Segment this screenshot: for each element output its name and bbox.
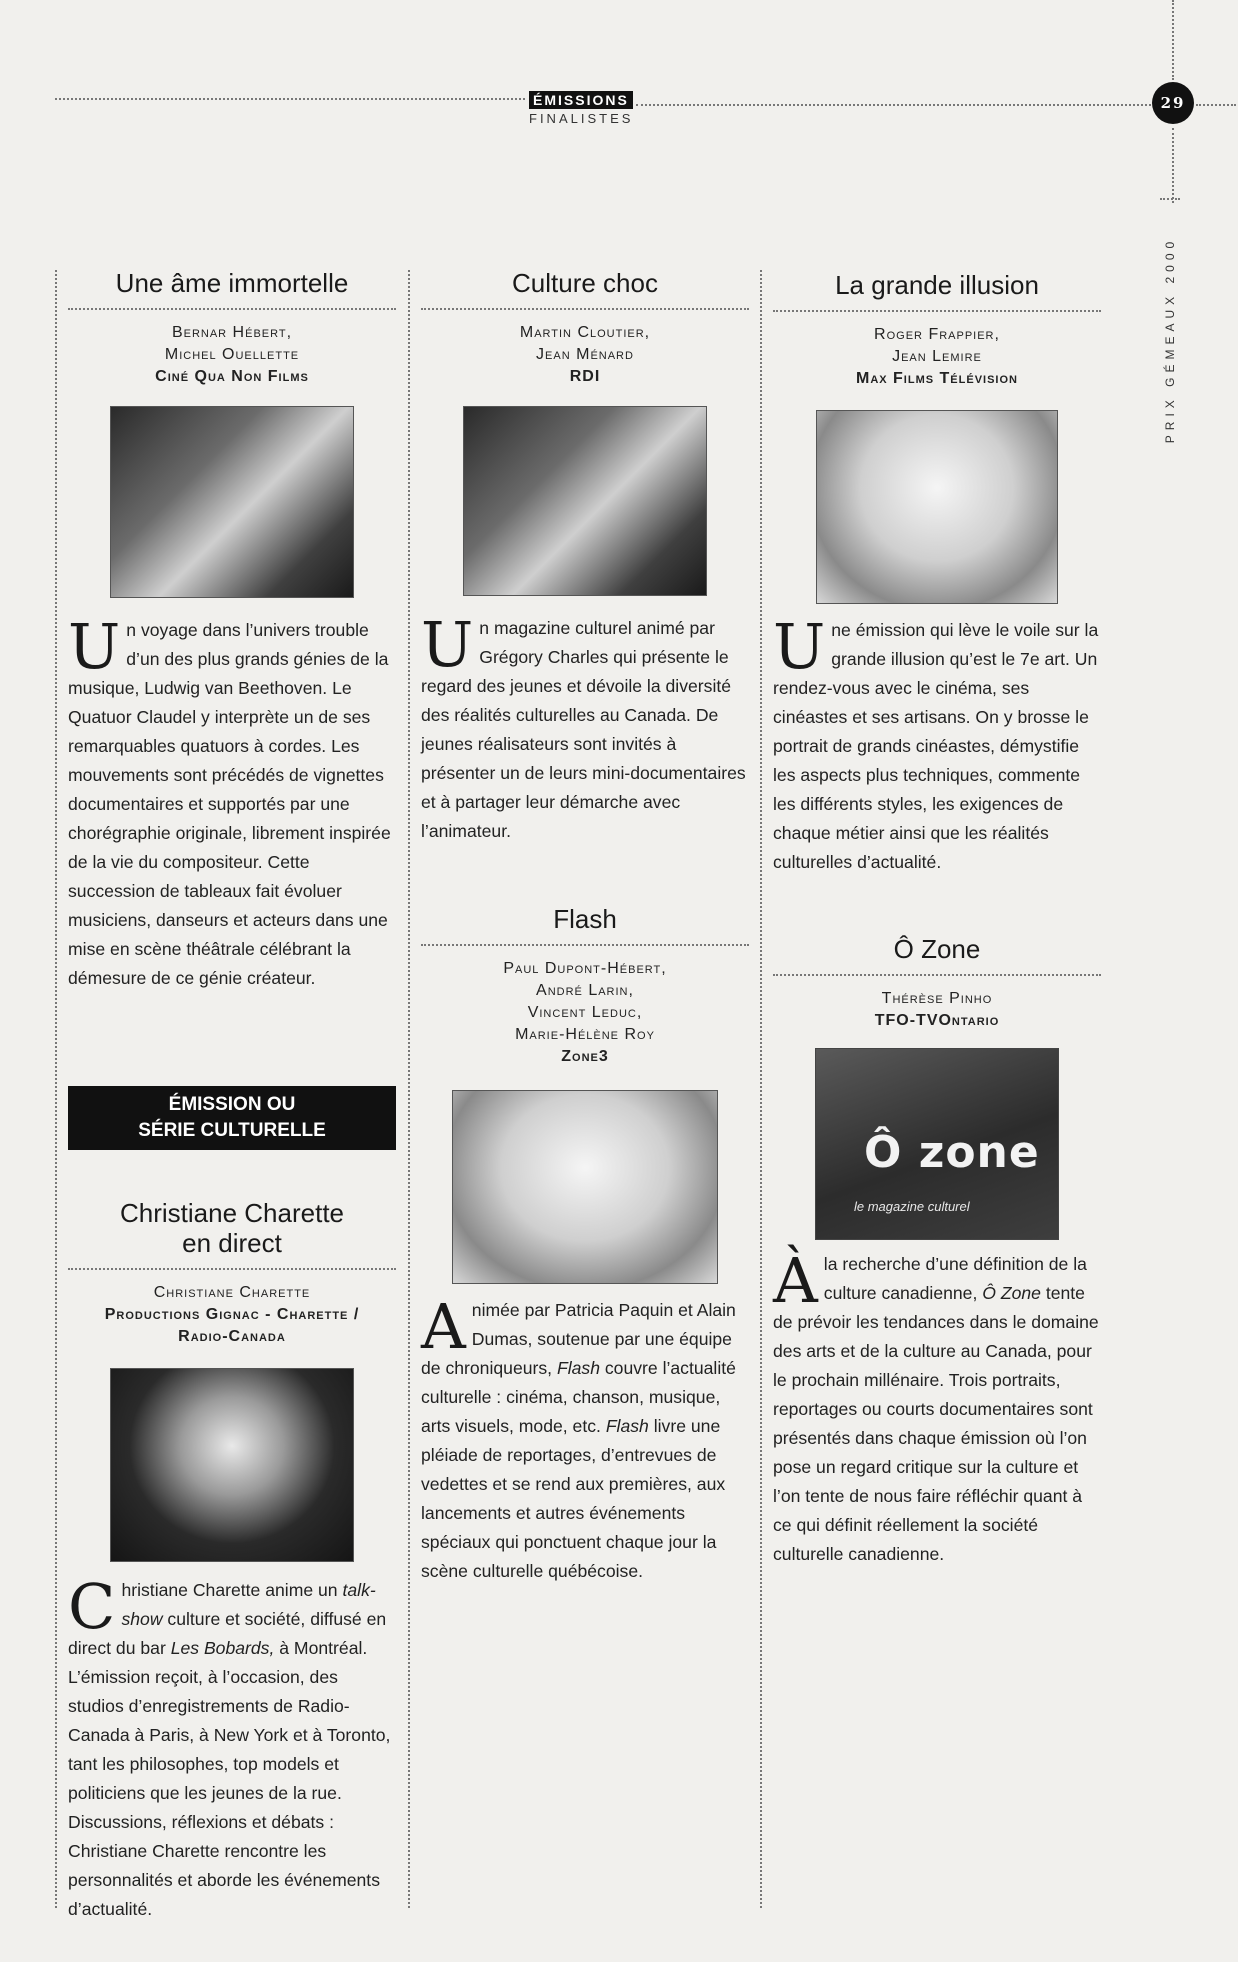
entry-title-line-1: Christiane Charette bbox=[120, 1198, 344, 1228]
credit-line: Paul Dupont-Hébert, bbox=[503, 960, 667, 977]
entry-italic-a: Flash bbox=[556, 1358, 600, 1378]
entry-body-a: hristiane Charette anime un bbox=[121, 1580, 343, 1600]
entry-italic-a: Ô Zone bbox=[982, 1283, 1041, 1303]
entry-text bbox=[421, 608, 749, 846]
title-rule bbox=[68, 1268, 396, 1270]
entry-body-b: couvre l’actualité culturelle : cinéma, chanson, musique, arts visuels, mode, etc. bbox=[421, 1358, 736, 1436]
entry-italic-a: talk-show bbox=[121, 1580, 376, 1629]
entry-christiane-charette bbox=[68, 1198, 396, 1924]
entry-o-zone bbox=[773, 934, 1101, 1569]
string-quartet-photo bbox=[110, 406, 354, 598]
title-rule bbox=[773, 310, 1101, 312]
entry-text bbox=[421, 1290, 749, 1586]
host-portrait bbox=[816, 410, 1058, 604]
side-label bbox=[1160, 215, 1180, 465]
right-margin-rule-top bbox=[1172, 0, 1174, 80]
host-portrait-dark bbox=[110, 1368, 354, 1562]
drop-cap: U bbox=[773, 610, 826, 683]
column-divider-1 bbox=[408, 270, 410, 1908]
credits bbox=[68, 322, 396, 388]
section-label: ÉMISSIONS bbox=[529, 91, 633, 109]
left-margin-rule bbox=[55, 270, 57, 1908]
company-name-2: Radio-Canada bbox=[178, 1328, 286, 1345]
entry-italic-b: Flash bbox=[605, 1416, 649, 1436]
right-margin-rule-short bbox=[1160, 198, 1180, 200]
entry-body: n voyage dans l’univers trouble d’un des plus grands génies de la musique, Ludwig van Beethoven. Le Quatuor Claudel y interprète un de ses remarquables quatuors à cordes. Les mouvements sont précédés de vignettes documentaires et supportés par une chorégraphie originale, librement inspirée de la vie du compositeur. Cette succession de tableaux fait évoluer musiciens, danseurs et acteurs dans une mise en scène théâtrale célébrant la démesure de ce génie créateur. bbox=[68, 620, 391, 988]
company-name: Max Films Télévision bbox=[855, 370, 1018, 387]
subsection-label: FINALISTES bbox=[529, 111, 634, 126]
credit-line: Thérèse Pinho bbox=[881, 990, 993, 1007]
credits bbox=[421, 322, 749, 388]
title-rule bbox=[773, 974, 1101, 976]
page-number: 29 bbox=[1152, 82, 1194, 124]
credits bbox=[773, 324, 1101, 390]
side-label-text: PRIX GÉMEAUX 2000 bbox=[1163, 236, 1177, 444]
entry-text bbox=[68, 610, 396, 993]
entry-italic-b: Les Bobards, bbox=[170, 1638, 275, 1658]
company-name: Ciné Qua Non Films bbox=[155, 368, 309, 385]
credit-line: Michel Ouellette bbox=[164, 346, 300, 363]
entry-flash bbox=[421, 904, 749, 1586]
entry-body-c: à Montréal. L’émission reçoit, à l’occasion, des studios d’enregistrements de Radio-Canada à Paris, à New York et à Toronto, tant les philosophes, top models et politiciens que les jeunes de la rue. Discussions, réflexions et débats : Christiane Charette rencontre les personnalités et aborde les événements d’actualité. bbox=[68, 1638, 391, 1919]
company-name: Productions Gignac - Charette / bbox=[104, 1306, 360, 1323]
header-rule-left bbox=[55, 98, 525, 100]
header-rule-far-right bbox=[1196, 104, 1236, 106]
entry-text bbox=[68, 1570, 396, 1924]
entry-body-b: culture et société, diffusé en direct du bar bbox=[68, 1609, 387, 1658]
title-rule bbox=[68, 308, 396, 310]
entry-title: Une âme immortelle bbox=[115, 268, 349, 298]
title-rule bbox=[421, 944, 749, 946]
credit-line: Martin Cloutier, bbox=[519, 324, 651, 341]
column-divider-2 bbox=[760, 270, 762, 1908]
entry-title bbox=[68, 1198, 396, 1258]
hosts-photo bbox=[452, 1090, 718, 1284]
drop-cap: U bbox=[421, 608, 474, 681]
entry-body-c: livre une pléiade de reportages, d’entrevues de vedettes et se rend aux premières, aux lancements et autres événements spéciaux qui ponctuent chaque jour la scène culturelle québécoise. bbox=[421, 1416, 726, 1581]
credit-line: Roger Frappier, bbox=[874, 326, 1000, 343]
credit-line: Marie-Hélène Roy bbox=[515, 1026, 655, 1043]
category-line-2: SÉRIE CULTURELLE bbox=[138, 1120, 326, 1141]
company-name: RDI bbox=[569, 368, 601, 385]
credit-line: Jean Lemire bbox=[892, 348, 982, 365]
category-banner bbox=[68, 1086, 396, 1150]
header-rule-right bbox=[636, 104, 1151, 106]
drop-cap: À bbox=[773, 1244, 818, 1317]
credit-line: André Larin, bbox=[536, 982, 634, 999]
entry-body-a: nimée par Patricia Paquin et Alain Dumas, soutenue par une équipe de chroniqueurs, bbox=[421, 1300, 736, 1378]
credit-line: Bernar Hébert, bbox=[171, 324, 293, 341]
credits bbox=[68, 1282, 396, 1348]
entry-body-a: la recherche d’une définition de la culture canadienne, bbox=[823, 1254, 1087, 1303]
section-tag bbox=[529, 91, 634, 126]
drop-cap: A bbox=[421, 1290, 466, 1363]
logo-tagline: le magazine culturel bbox=[854, 1199, 970, 1214]
entry-title: Culture choc bbox=[512, 268, 658, 298]
credit-line: Christiane Charette bbox=[153, 1284, 311, 1301]
entry-ame-immortelle bbox=[68, 268, 396, 993]
entry-grande-illusion bbox=[773, 270, 1101, 877]
entry-title: La grande illusion bbox=[835, 270, 1039, 300]
entry-text bbox=[773, 610, 1101, 877]
entry-text bbox=[773, 1244, 1101, 1569]
entry-body: n magazine culturel animé par Grégory Charles qui présente le regard des jeunes et dévoile la diversité des réalités culturelles au Canada. De jeunes réalisateurs sont invités à présenter un de leurs mini-documentaires et à partager leur démarche avec l’animateur. bbox=[421, 618, 746, 841]
entry-title-line-2: en direct bbox=[182, 1228, 282, 1258]
credit-line: Vincent Leduc, bbox=[527, 1004, 643, 1021]
title-rule bbox=[421, 308, 749, 310]
credits bbox=[421, 958, 749, 1068]
credits bbox=[773, 988, 1101, 1032]
entry-body-b: tente de prévoir les tendances dans le domaine des arts et de la culture au Canada, pour le prochain millénaire. Trois portraits, reportages ou courts documentaires sont présentés dans chaque émission où l’on pose un regard critique sur la culture et l’on tente de nous faire réfléchir quant à ce qui définit réellement la société culturelle canadienne. bbox=[773, 1283, 1099, 1564]
right-margin-rule-mid bbox=[1172, 128, 1174, 203]
entry-title: Ô Zone bbox=[893, 934, 981, 964]
group-photo bbox=[463, 406, 707, 596]
category-line-1: ÉMISSION OU bbox=[168, 1094, 296, 1115]
logo-wordmark: Ô zone bbox=[864, 1127, 1040, 1178]
credit-line: Jean Ménard bbox=[536, 346, 634, 363]
entry-title: Flash bbox=[553, 904, 617, 934]
company-name: TFO-TVOntario bbox=[874, 1012, 1000, 1029]
company-name: Zone3 bbox=[561, 1048, 609, 1065]
drop-cap: C bbox=[68, 1570, 116, 1643]
entry-body: ne émission qui lève le voile sur la grande illusion qu’est le 7e art. Un rendez-vous avec le cinéma, ses cinéastes et ses artisans. On y brosse le portrait de grands cinéastes, démystifie les aspects plus techniques, commente les différents styles, les exigences de chaque métier ainsi que les réalités culturelles d’actualité. bbox=[773, 620, 1099, 872]
drop-cap: U bbox=[68, 610, 121, 683]
o-zone-logo bbox=[815, 1048, 1059, 1240]
entry-culture-choc bbox=[421, 268, 749, 846]
